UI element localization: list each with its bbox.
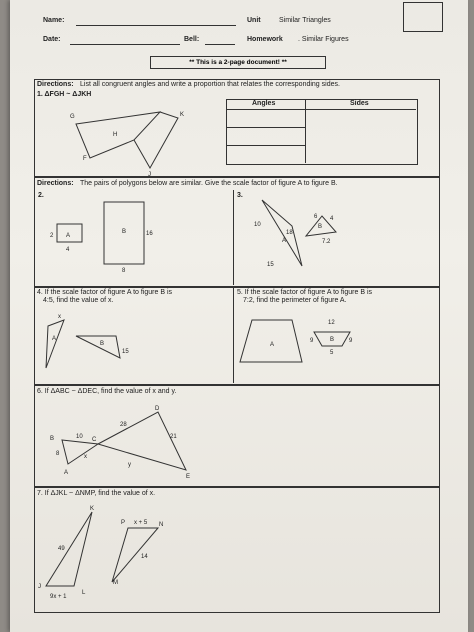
vertex-label-k: K xyxy=(90,506,95,512)
figure-5b-side-label: 9 xyxy=(349,338,353,344)
vertex-label-h: H xyxy=(113,132,118,138)
homework-value: . Similar Figures xyxy=(298,36,349,43)
side-label-10: 10 xyxy=(76,434,83,440)
section-1-directions-text: List all congruent angles and write a proportion that relates the corresponding sides. xyxy=(80,81,340,88)
vertex-label-l: L xyxy=(82,590,86,596)
figure-3b-side-label: 7.2 xyxy=(322,239,331,245)
figure-5b-bottom-label: 5 xyxy=(330,350,334,356)
problem-4-text-2: 4:5, find the value of x. xyxy=(43,297,114,304)
vertex-label-m: M xyxy=(113,580,118,586)
side-label-y: y xyxy=(128,462,131,468)
vertex-label-f: F xyxy=(83,156,87,162)
figure-3a-side-label: 10 xyxy=(254,222,261,228)
figure-4b-triangle xyxy=(76,336,120,358)
side-label-x: x xyxy=(84,454,87,460)
bell-label: Bell: xyxy=(184,36,200,43)
figure-2b-label: B xyxy=(122,229,127,235)
problem-5-text-1: 5. If the scale factor of figure A to figure B is xyxy=(237,289,373,296)
homework-label: Homework xyxy=(247,36,283,43)
figure-5a-label: A xyxy=(270,342,275,348)
side-label-21: 21 xyxy=(170,434,177,440)
figure-5b-label: B xyxy=(330,337,335,343)
figure-4b-label: B xyxy=(100,341,105,347)
figure-3b-label: B xyxy=(318,224,323,230)
vertex-label-j: J xyxy=(38,584,41,590)
figure-7-triangle-nmp xyxy=(112,528,158,582)
figure-2a-label: A xyxy=(66,233,71,239)
vertex-label-b: B xyxy=(50,436,55,442)
figure-3b-side-label: 6 xyxy=(314,214,318,220)
unit-value: Similar Triangles xyxy=(279,17,331,24)
problem-1-statement: 1. ΔFGH ~ ΔJKH xyxy=(37,91,92,98)
side-label-28: 28 xyxy=(120,422,127,428)
angles-header: Angles xyxy=(252,100,276,107)
side-label-9x-plus-1: 9x + 1 xyxy=(50,594,67,600)
figure-3a-side-label: 18 xyxy=(286,230,293,236)
vertex-label-a: A xyxy=(64,470,69,476)
figure-4a-triangle xyxy=(46,320,64,368)
figure-5b-side-label: 9 xyxy=(310,338,314,344)
two-page-note: ** This is a 2-page document! ** xyxy=(150,56,326,69)
figure-2a-height-label: 2 xyxy=(50,233,54,239)
date-label: Date: xyxy=(43,36,61,43)
vertex-label-k: K xyxy=(180,112,185,118)
problem-2-number: 2. xyxy=(38,192,44,199)
figure-5b-top-label: 12 xyxy=(328,320,335,326)
figure-3a-triangle xyxy=(262,200,302,266)
section-2-directions-text: The pairs of polygons below are similar. Give the scale factor of figure A to figure B. xyxy=(80,180,338,187)
figure-4a-label: A xyxy=(52,336,57,342)
problem-6-statement: 6. If ΔABC ~ ΔDEC, find the value of x and y. xyxy=(37,388,177,395)
side-label-49: 49 xyxy=(58,546,65,552)
side-label-x-plus-5: x + 5 xyxy=(134,520,148,526)
figure-2a-width-label: 4 xyxy=(66,247,70,253)
vertex-label-c: C xyxy=(92,437,97,443)
problem-1-triangle-jkh xyxy=(134,112,178,168)
figure-4a-side-label: x xyxy=(58,314,61,320)
name-label: Name: xyxy=(43,17,65,24)
figure-3a-side-label: 15 xyxy=(267,262,274,268)
vertex-label-g: G xyxy=(70,114,75,120)
side-label-14: 14 xyxy=(141,554,148,560)
unit-label: Unit xyxy=(247,17,261,24)
sides-header: Sides xyxy=(350,100,369,107)
section-1-directions-label: Directions: xyxy=(37,81,74,88)
figure-6-triangle-dec xyxy=(98,412,186,470)
section-2-directions-label: Directions: xyxy=(37,180,74,187)
figure-2b-width-label: 8 xyxy=(122,268,126,274)
figure-4b-side-label: 15 xyxy=(122,349,129,355)
side-label-8: 8 xyxy=(56,451,60,457)
problem-1-triangle-fgh xyxy=(76,112,160,158)
figure-6-triangle-abc xyxy=(62,440,98,464)
problem-4-text-1: 4. If the scale factor of figure A to figure B is xyxy=(37,289,173,296)
vertex-label-p: P xyxy=(121,520,126,526)
figure-3a-label: A xyxy=(282,238,287,244)
figure-7-triangle-jkl xyxy=(46,512,92,586)
figure-5a-trapezoid xyxy=(240,320,302,362)
problem-3-number: 3. xyxy=(237,192,243,199)
figure-3b-side-label: 4 xyxy=(330,216,334,222)
vertex-label-d: D xyxy=(155,406,160,412)
vertex-label-j: J xyxy=(148,172,151,178)
figure-2b-height-label: 16 xyxy=(146,231,153,237)
problem-7-statement: 7. If ΔJKL ~ ΔNMP, find the value of x. xyxy=(37,490,156,497)
vertex-label-e: E xyxy=(186,474,191,480)
vertex-label-n: N xyxy=(159,522,164,528)
problem-5-text-2: 7:2, find the perimeter of figure A. xyxy=(243,297,347,304)
